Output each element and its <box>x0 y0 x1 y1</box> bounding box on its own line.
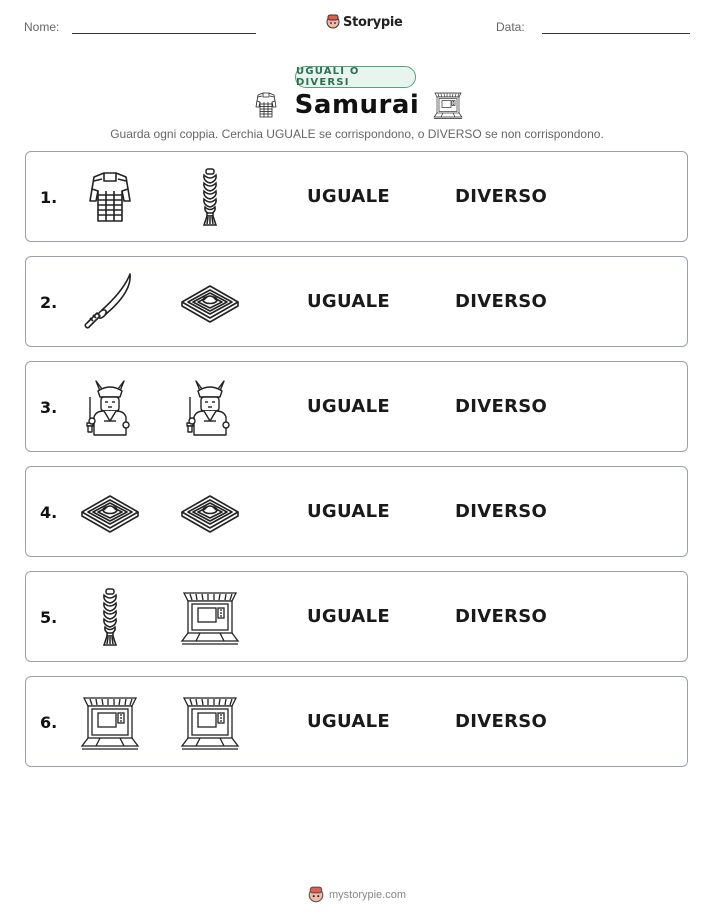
samurai-icon <box>80 377 140 437</box>
pie-mascot-icon <box>308 886 324 904</box>
zen-garden-icon <box>180 482 240 542</box>
samurai-icon <box>180 377 240 437</box>
match-row <box>25 571 688 662</box>
row-number: 6. <box>40 713 58 732</box>
row-number: 3. <box>40 398 58 417</box>
pie-mascot-icon <box>326 14 340 30</box>
option-same[interactable]: UGUALE <box>307 606 390 627</box>
katana-icon <box>80 272 140 332</box>
match-row <box>25 676 688 767</box>
gate-icon <box>180 587 240 647</box>
gate-icon <box>433 90 463 120</box>
name-line[interactable] <box>72 33 256 34</box>
title-row <box>0 90 714 120</box>
option-different[interactable]: DIVERSO <box>455 606 548 627</box>
option-same[interactable]: UGUALE <box>307 186 390 207</box>
row-number: 2. <box>40 293 58 312</box>
option-different[interactable]: DIVERSO <box>455 711 548 732</box>
option-different[interactable]: DIVERSO <box>455 501 548 522</box>
option-different[interactable]: DIVERSO <box>455 186 548 207</box>
braid-icon <box>180 167 240 227</box>
brand-logo <box>326 14 403 30</box>
brand-name: Storypie <box>343 14 403 30</box>
option-different[interactable]: DIVERSO <box>455 291 548 312</box>
footer <box>0 886 714 904</box>
footer-url[interactable]: mystorypie.com <box>328 889 407 901</box>
match-row <box>25 361 688 452</box>
match-row <box>25 466 688 557</box>
row-number: 1. <box>40 188 58 207</box>
zen-garden-icon <box>80 482 140 542</box>
option-same[interactable]: UGUALE <box>307 501 390 522</box>
armor-icon <box>80 167 140 227</box>
page-title: Samurai <box>294 90 420 120</box>
gate-icon <box>80 692 140 752</box>
option-same[interactable]: UGUALE <box>307 711 390 732</box>
instructions: Guarda ogni coppia. Cerchia UGUALE se corrispondono, o DIVERSO se non corrispondono. <box>110 127 604 141</box>
braid-icon <box>80 587 140 647</box>
gate-icon <box>180 692 240 752</box>
match-row <box>25 151 688 242</box>
date-label: Data: <box>496 20 525 34</box>
worksheet-type-badge: UGUALI O DIVERSI <box>295 66 416 88</box>
row-number: 5. <box>40 608 58 627</box>
date-line[interactable] <box>542 33 690 34</box>
match-row <box>25 256 688 347</box>
zen-garden-icon <box>180 272 240 332</box>
row-number: 4. <box>40 503 58 522</box>
option-same[interactable]: UGUALE <box>307 291 390 312</box>
option-different[interactable]: DIVERSO <box>455 396 548 417</box>
name-label: Nome: <box>24 20 60 34</box>
armor-icon <box>251 90 281 120</box>
option-same[interactable]: UGUALE <box>307 396 390 417</box>
